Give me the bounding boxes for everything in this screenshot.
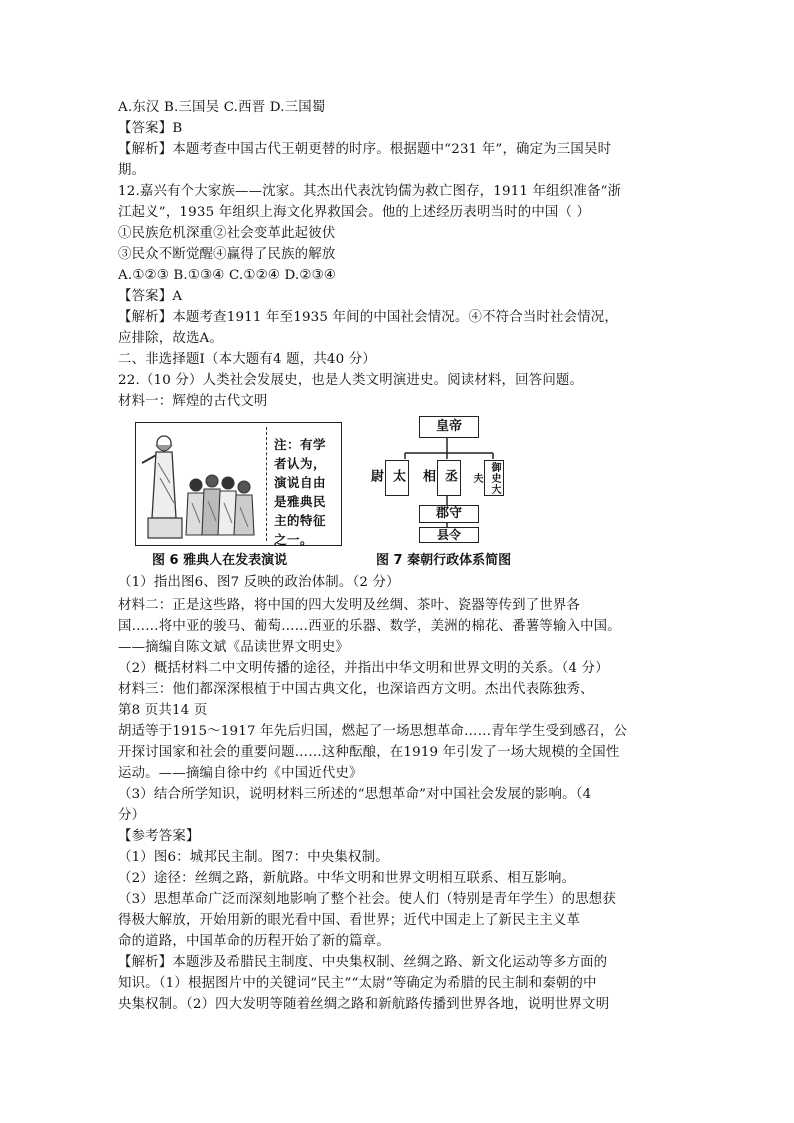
question-12-statement: ①民族危机深重②社会变革此起彼伏	[118, 226, 336, 241]
analysis-line: 应排除，故选A。	[118, 331, 224, 346]
material-2-text: 国……将中亚的骏马、葡萄……西亚的乐器、数学，美洲的棉花、番薯等输入中国。	[118, 619, 621, 634]
question-12-text: 江起义”，1935 年组织上海文化界救国会。他的上述经历表明当时的中国（ ）	[118, 205, 591, 220]
material-2-text: 材料二：正是这些路，将中国的四大发明及丝绸、茶叶、瓷器等传到了世界各	[118, 598, 581, 613]
question-options: A.东汉 B.三国吴 C.西晋 D.三国蜀	[118, 100, 326, 115]
reference-answer-2: （2）途径：丝绸之路，新航路。中华文明和世界文明相互联系、相互影响。	[118, 871, 576, 886]
analysis-line: 【解析】本题考查1911 年至1935 年间的中国社会情况。④不符合当时社会情况，	[118, 310, 618, 325]
material-2-source: ——摘编自陈文斌《品读世界文明史》	[118, 640, 350, 655]
question-22-part-1: （1）指出图6、图7 反映的政治体制。（2 分）	[118, 575, 400, 590]
figure-6-note: 注：有学者认为，演说自由是雅典民主的特征之一。	[274, 437, 327, 547]
reference-answer-3: 得极大解放，开始用新的眼光看中国、看世界；近代中国走上了新民主主义革	[118, 913, 581, 928]
box-yushi-dafu: 御史大夫	[484, 460, 504, 496]
page-number: 第8 页共14 页	[118, 703, 208, 718]
reference-answer-1: （1）图6：城邦民主制。图7：中央集权制。	[118, 850, 389, 865]
question-22-part-2: （2）概括材料二中文明传播的途径，并指出中华文明和世界文明的关系。（4 分）	[118, 661, 609, 676]
material-3-text: 开探讨国家和社会的重要问题……这种酝酿，在1919 年引发了一场大规模的全国性	[118, 745, 620, 760]
reference-answer-heading: 【参考答案】	[118, 829, 200, 844]
analysis-line: 央集权制。（2）四大发明等随着丝绸之路和新航路传播到世界各地，说明世界文明	[118, 997, 610, 1012]
box-xianling: 县令	[419, 527, 479, 543]
analysis-line: 【解析】本题考查中国古代王朝更替的时序。根据题中“231 年”，确定为三国吴时	[118, 142, 612, 157]
material-3-text: 胡适等于1915～1917 年先后归国，燃起了一场思想革命……青年学生受到感召，公	[118, 724, 628, 739]
athenian-orator-illustration	[136, 423, 264, 543]
figure-divider	[266, 427, 267, 541]
box-chengxiang: 丞相	[437, 460, 461, 496]
box-taiwei: 太尉	[385, 460, 409, 496]
box-junshou: 郡守	[419, 505, 479, 523]
analysis-line: 知识。（1）根据图片中的关键词“民主”“太尉”等确定为希腊的民主制和秦朝的中	[118, 976, 597, 991]
question-12-text: 12.嘉兴有个大家族——沈家。其杰出代表沈钧儒为救亡图存，1911 年组织准备“浙	[118, 184, 622, 199]
material-3-source: 运动。——摘编自徐中约《中国近代史》	[118, 766, 363, 781]
figure-6-athenian-speech	[135, 422, 342, 546]
section-heading: 二、非选择题Ⅰ（本大题有4 题，共40 分）	[118, 352, 377, 367]
figure-7-caption: 图 7 秦朝行政体系简图	[376, 553, 512, 568]
question-12-statement: ③民众不断觉醒④赢得了民族的解放	[118, 247, 336, 262]
answer-line: 【答案】A	[118, 289, 183, 304]
analysis-line: 期。	[118, 163, 146, 178]
question-12-options: A.①②③ B.①③④ C.①②④ D.②③④	[118, 268, 336, 283]
analysis-line: 【解析】本题涉及希腊民主制度、中央集权制、丝绸之路、新文化运动等多方面的	[118, 955, 608, 970]
question-22-text: 22.（10 分）人类社会发展史，也是人类文明演进史。阅读材料，回答问题。	[118, 373, 584, 388]
question-22-part-3: 分）	[118, 808, 146, 823]
figure-6-caption: 图 6 雅典人在发表演说	[152, 553, 288, 568]
answer-line: 【答案】B	[118, 121, 183, 136]
material-1-heading: 材料一：辉煌的古代文明	[118, 394, 268, 409]
reference-answer-3: （3）思想革命广泛而深刻地影响了整个社会。使人们（特别是青年学生）的思想获	[118, 892, 616, 907]
material-3-text: 材料三：他们都深深根植于中国古典文化，也深谙西方文明。杰出代表陈独秀、	[118, 682, 594, 697]
reference-answer-3: 命的道路，中国革命的历程开始了新的篇章。	[118, 934, 390, 949]
box-emperor: 皇帝	[419, 416, 479, 438]
question-22-part-3: （3）结合所学知识，说明材料三所述的“思想革命”对中国社会发展的影响。（4	[118, 787, 592, 802]
